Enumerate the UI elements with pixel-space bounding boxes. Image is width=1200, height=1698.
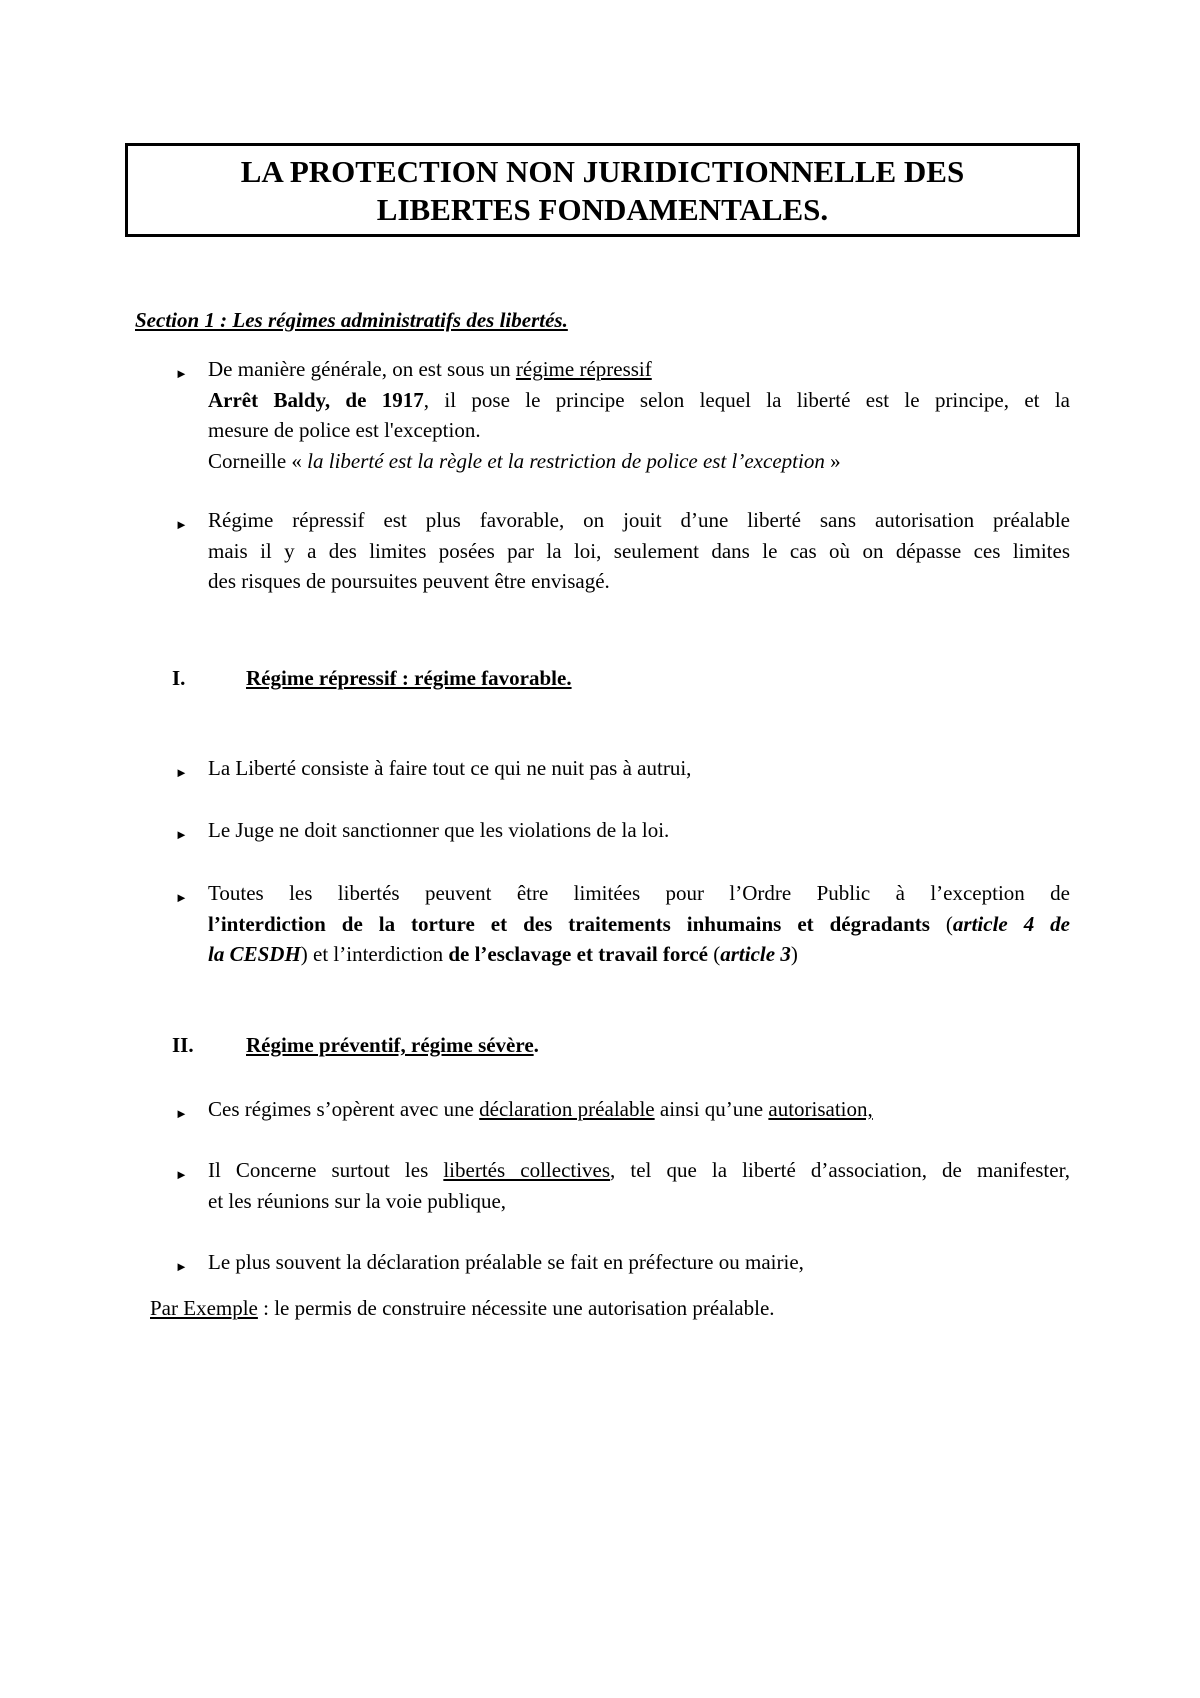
paren-close: ) [790,942,798,966]
intro-lead-text: De manière générale, on est sous un [208,357,516,381]
part-2-bullet-1-text [208,1094,1070,1125]
part-2-title-wrap [246,1033,539,1058]
section-heading: Section 1 : Les régimes administratifs des libertés. [135,308,568,332]
example-line [150,1296,775,1321]
intro-bullet-2-line-3: des risques de poursuites peuvent être envisagé. [208,569,610,593]
part-1-bullet-3-line-1: Toutes les libertés peuvent être limitées pour l’Ordre Public à l’exception de [208,881,1070,905]
part-2-bullet-1-mid: ainsi qu’une [654,1097,769,1121]
part-2-bullet-3-text: Le plus souvent la déclaration préalable se fait en préfecture ou mairie, [208,1250,804,1274]
part-1-bullet-3-line-3 [208,939,1070,970]
triangle-bullet-icon: ► [175,890,188,905]
intro-bullet-1-line-3: mesure de police est l'exception. [208,418,481,442]
triangle-bullet-icon: ► [175,827,188,842]
triangle-bullet-icon: ► [175,1259,188,1274]
part-2-bullet-2-pre: Il Concerne surtout les [208,1158,444,1182]
part-2-bullet-1-pre: Ces régimes s’opèrent avec une [208,1097,480,1121]
part-2-bullet-2 [208,1155,1070,1216]
arret-baldy-reference: Arrêt Baldy, de 1917 [208,387,424,412]
part-1-bullet-3-line-2 [208,909,1070,940]
article-3-reference: article 3 [720,942,791,966]
triangle-bullet-icon: ► [175,1106,188,1121]
part-1-number: I. [172,666,186,690]
part-2-bullet-2-post: , tel que la liberté d’association, de manifester, [610,1158,1070,1182]
part-2-bullet-1 [208,1094,1070,1125]
part-2-number: II. [172,1033,194,1057]
regime-repressif-term: régime répressif [515,357,652,381]
title-line-2: LIBERTES FONDAMENTALES. [376,192,829,227]
title-line-1: LA PROTECTION NON JURIDICTIONNELLE DES [240,154,965,189]
arret-text: , il pose le principe selon lequel la liberté est le principe, et la [423,387,1071,412]
torture-prohibition: l’interdiction de la torture et des traitements inhumains et dégradants [208,911,930,936]
part-2-bullet-2-line-1 [208,1155,1070,1186]
interdiction-text: ) et l’interdiction [300,942,449,966]
part-2-title-dot: . [533,1033,539,1057]
part-2-title: Régime préventif, régime sévère [246,1033,534,1057]
intro-bullet-2-line-2: mais il y a des limites posées par la loi, seulement dans le cas où on dépasse ces limites [208,538,1070,563]
triangle-bullet-icon: ► [175,517,188,532]
article-4-reference: article 4 de [952,911,1071,936]
intro-bullet-1-line-1 [208,354,1070,385]
part-1-bullet-2-text: Le Juge ne doit sanctionner que les violations de la loi. [208,818,670,842]
intro-bullet-2-line-1: Régime répressif est plus favorable, on jouit d’une liberté sans autorisation préalable [208,508,1070,532]
intro-bullet-2 [208,505,1070,597]
slavery-prohibition: de l’esclavage et travail forcé [448,942,708,966]
triangle-bullet-icon: ► [175,765,188,780]
corneille-quote-close: » [824,448,841,473]
intro-bullet-1-line-4 [208,446,1070,477]
declaration-prealable-term: déclaration préalable [479,1097,655,1121]
part-1-bullet-1 [208,753,1070,784]
corneille-author: Corneille « [208,448,308,473]
part-1-bullet-2 [208,815,1070,846]
paren-open: ( [929,911,953,936]
part-1-bullet-1-text: La Liberté consiste à faire tout ce qui ne nuit pas à autrui, [208,756,692,780]
part-1-title: Régime répressif : régime favorable. [246,666,572,690]
document-title [125,143,1080,237]
part-2-bullet-3 [208,1247,1070,1278]
paren-open-2: ( [708,942,721,966]
intro-bullet-1-line-2 [208,385,1070,416]
autorisation-term: autorisation, [768,1097,873,1121]
part-2-bullet-2-line-2: et les réunions sur la voie publique, [208,1188,507,1213]
cesdh-reference: la CESDH [208,942,301,966]
triangle-bullet-icon: ► [175,1167,188,1182]
part-1-bullet-3 [208,878,1070,970]
triangle-bullet-icon: ► [175,366,188,381]
example-text: : le permis de construire nécessite une autorisation préalable. [257,1296,775,1320]
corneille-quote: la liberté est la règle et la restriction de police est l’exception [307,448,825,473]
intro-bullet-1 [208,354,1070,476]
example-label: Par Exemple [150,1296,258,1320]
libertes-collectives-term: libertés collectives [443,1158,611,1182]
